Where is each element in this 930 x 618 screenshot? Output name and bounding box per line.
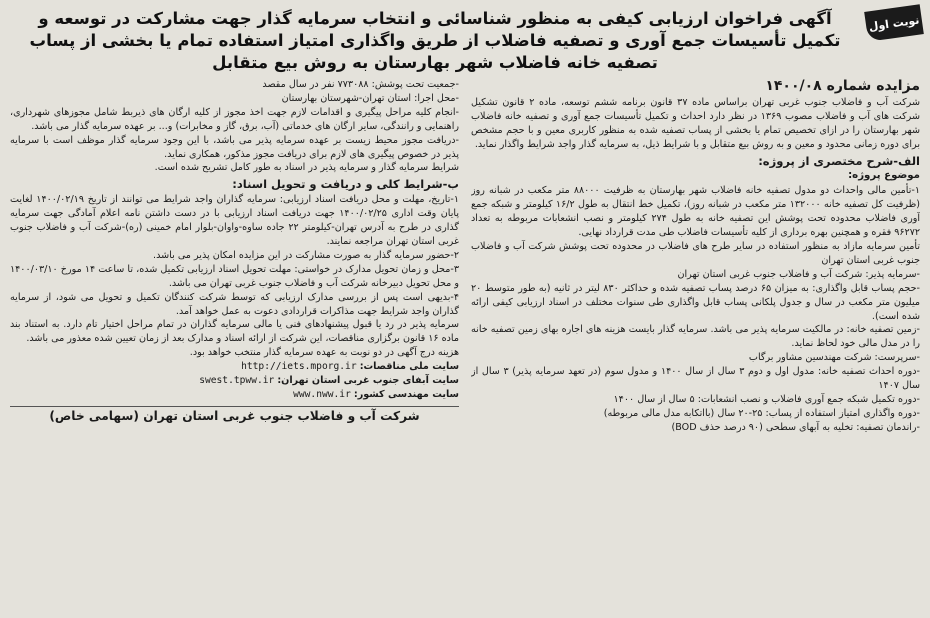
first-round-badge: نوبت اول <box>864 4 924 42</box>
website-label: سایت مهندسی کشور: <box>353 388 459 400</box>
detail-line: -راندمان تصفیه: تخلیه به آبهای سطحی (۹۰ درصد حذف BOD) <box>671 421 920 433</box>
detail-line: -سرمایه پذیر: شرکت آب و فاضلاب جنوب غربی استان تهران <box>677 268 920 280</box>
website-line <box>10 360 459 374</box>
detail-line: -زمین تصفیه خانه: در مالکیت سرمایه پذیر می باشد. سرمایه گذار بایست هزینه های اجاره بهای زمین تصفیه خانه را در مدل مالی خود لحاظ نماید. <box>471 324 920 350</box>
website-label: سایت ملی مناقصات: <box>359 361 459 373</box>
section-b-heading: ب-شرایط کلی و دریافت و تحویل اسناد: <box>232 177 459 192</box>
info-line: -جمعیت تحت پوشش: ۷۷۳۰۸۸ نفر در سال مقصد <box>262 79 459 90</box>
ad-columns <box>10 78 920 618</box>
section-a-heading: الف-شرح مختصری از پروژه: <box>758 153 920 168</box>
condition-line: ۴-بدیهی است پس از بررسی مدارک ارزیابی که توسط شرکت کنندگان تکمیل و تحویل می شود، از سرمایه گذاران واجد شرایط جهت مذاکرات قراردادی دعوت به عمل خواهد آمد. <box>10 291 459 317</box>
project-subject-label: موضوع پروژه: <box>848 170 920 182</box>
website-line <box>10 388 459 402</box>
ad-title: آگهی فراخوان ارزیابی کیفی به منظور شناسائی و انتخاب سرمایه گذار جهت مشارکت در توسعه و تکمیل تأسیسات جمع آوری و تصفیه فاضلاب از طریق واگذاری امتیاز استفاده تمام یا بخشی از پساب تصفیه خانه فاضلاب شهر بهارستان به روش بیع متقابل <box>29 9 841 72</box>
detail-line: -دوره تکمیل شبکه جمع آوری فاضلاب و نصب انشعابات: ۵ سال از سال ۱۴۰۰ <box>613 393 920 405</box>
detail-line: -دوره احداث تصفیه خانه: مدول اول و دوم ۳ سال از سال ۱۴۰۰ و مدول سوم (در تعهد سرمایه پذیر) ۳ سال از سال ۱۴۰۷ <box>471 366 920 392</box>
detail-line: -سرپرست: شرکت مهندسین مشاور برگاب <box>748 352 920 364</box>
condition-line: هزینه درج آگهی در دو نوبت به عهده سرمایه گذار منتخب خواهد بود. <box>189 347 459 359</box>
left-column <box>10 78 459 618</box>
subject-item: تأمین سرمایه مازاد به منظور استفاده در سایر طرح های فاضلاب در محدوده تحت پوشش شرکت آب و فاضلاب جنوب غربی استان تهران <box>471 240 920 266</box>
company-footer: شرکت آب و فاضلاب جنوب غربی استان تهران (سهامی خاص) <box>10 406 459 424</box>
detail-line: -دوره واگذاری امتیاز استفاده از پساب: ۲۵-۲۰ سال (بااتکابه مدل مالی مربوطه) <box>603 407 920 419</box>
info-line: -محل اجرا: استان تهران-شهرستان بهارستان <box>281 92 459 104</box>
detail-line: -حجم پساب قابل واگذاری: به میزان ۶۵ درصد پساب تصفیه شده و حداکثر ۸۳۰ لیتر در ثانیه (به طور متوسط ۲۰ میلیون متر مکعب در سال و جدول پلکانی پساب قابل واگذاری طی سنوات مختلف در اسناد ارزیابی کیفی ارائه شده است). <box>471 282 920 322</box>
info-line: -انجام کلیه مراحل پیگیری و اقدامات لازم جهت اخذ مجوز از کلیه ارگان های ذیربط شامل مجوزهای شهرداری، راهنمایی و رانندگی، سایر ارگان های خدماتی (آب، برق، گاز و مخابرات) و... بر عهده سرمایه گذار می باشد. <box>10 106 459 132</box>
right-column <box>471 78 920 618</box>
intro-paragraph: شرکت آب و فاضلاب جنوب غربی تهران براساس ماده ۳۷ قانون برنامه ششم توسعه، ماده ۲ قانون تشکیل شرکت های آب و فاضلاب مصوب ۱۳۶۹ در نظر دارد احداث و تکمیل تأسیسات جمع آوری و تصفیه خانه فاضلاب شهر بهارستان را در ازای تخصیص تمام یا بخشی از پساب تصفیه شده به منظور کاربری معین و با حجم مشخص برای دوره زمانی محدود و معین و به روش بیع متقابل و با شرایط ذیل، به سرمایه گذار واجد شرایط واگذار نماید. <box>471 96 920 150</box>
info-line: -دریافت مجوز محیط زیست بر عهده سرمایه پذیر می باشد، با این وجود سرمایه گذار موظف است با سرمایه پذیر در خصوص پیگیری های لازم برای دریافت مجوز مذکور، همکاری نماید. <box>10 134 459 160</box>
website-link[interactable]: http://iets.mporg.ir <box>241 361 357 373</box>
condition-line: سرمایه پذیر در رد یا قبول پیشنهادهای فنی یا مالی سرمایه گذاران در تمام مراحل اختیار تام دارد. به استناد بند ماده ۱۶ قانون برگزاری مناقصات، این شرکت از ارائه اسناد و مدارک بعد از زمان تعیین شده معذور می باشد. <box>10 319 459 345</box>
tender-number: مزایده شماره ۱۴۰۰/۰۸ <box>765 78 920 94</box>
condition-line: ۲-حضور سرمایه گذار به صورت مشارکت در این مزایده امکان پذیر می باشد. <box>153 249 459 261</box>
info-line: شرایط سرمایه گذار و سرمایه پذیر در اسناد به طور کامل تشریح شده است. <box>154 162 459 174</box>
website-label: سایت آبفای جنوب غربی استان تهران: <box>277 375 459 387</box>
condition-line: ۱-تاریخ، مهلت و محل دریافت اسناد ارزیابی: سرمایه گذاران واجد شرایط می توانند از تاریخ ۱۴۰۰/۰۲/۱۹ لغایت پایان وقت اداری ۱۴۰۰/۰۲/۲۵ جهت دریافت اسناد ارزیابی با در دست داشتن نامه اعلام آمادگی جهت سرمایه گذاری در طرح به آدرس تهران-کیلومتر ۲۲ جاده ساوه-واوان-بلوار امام خمینی (ره)-شرکت آب و فاضلاب جنوب غربی استان تهران مراجعه نمایند. <box>10 194 459 247</box>
condition-line: ۳-محل و زمان تحویل مدارک در خواستی: مهلت تحویل اسناد ارزیابی تکمیل شده، تا ساعت ۱۴ مورخ ۱۴۰۰/۰۳/۱۰ و محل تحویل دبیرخانه شرکت آب و فاضلاب جنوب غربی تهران می باشد. <box>10 263 459 289</box>
subject-item: ۱-تأمین مالی واحداث دو مدول تصفیه خانه فاضلاب شهر بهارستان به ظرفیت ۸۸۰۰۰ متر مکعب در شبانه روز (ظرفیت کل تصفیه خانه ۱۳۲۰۰۰ متر مکعب در شبانه روز)، تکمیل خط انتقال به طول ۱۶/۲ کیلومتر و شبکه جمع آوری فاضلاب محدوده تحت پوشش این تصفیه خانه به طول ۲۷۴ کیلومتر و نصب انشعابات مربوطه به تعداد ۹۶۲۷۲ فقره و همچنین بهره برداری از کلیه تأسیسات فاضلاب طی مدت قرارداد نهایی. <box>471 185 920 239</box>
website-line <box>10 374 459 388</box>
website-link[interactable]: www.nww.ir <box>293 388 351 400</box>
website-link[interactable]: swest.tpww.ir <box>199 375 275 387</box>
